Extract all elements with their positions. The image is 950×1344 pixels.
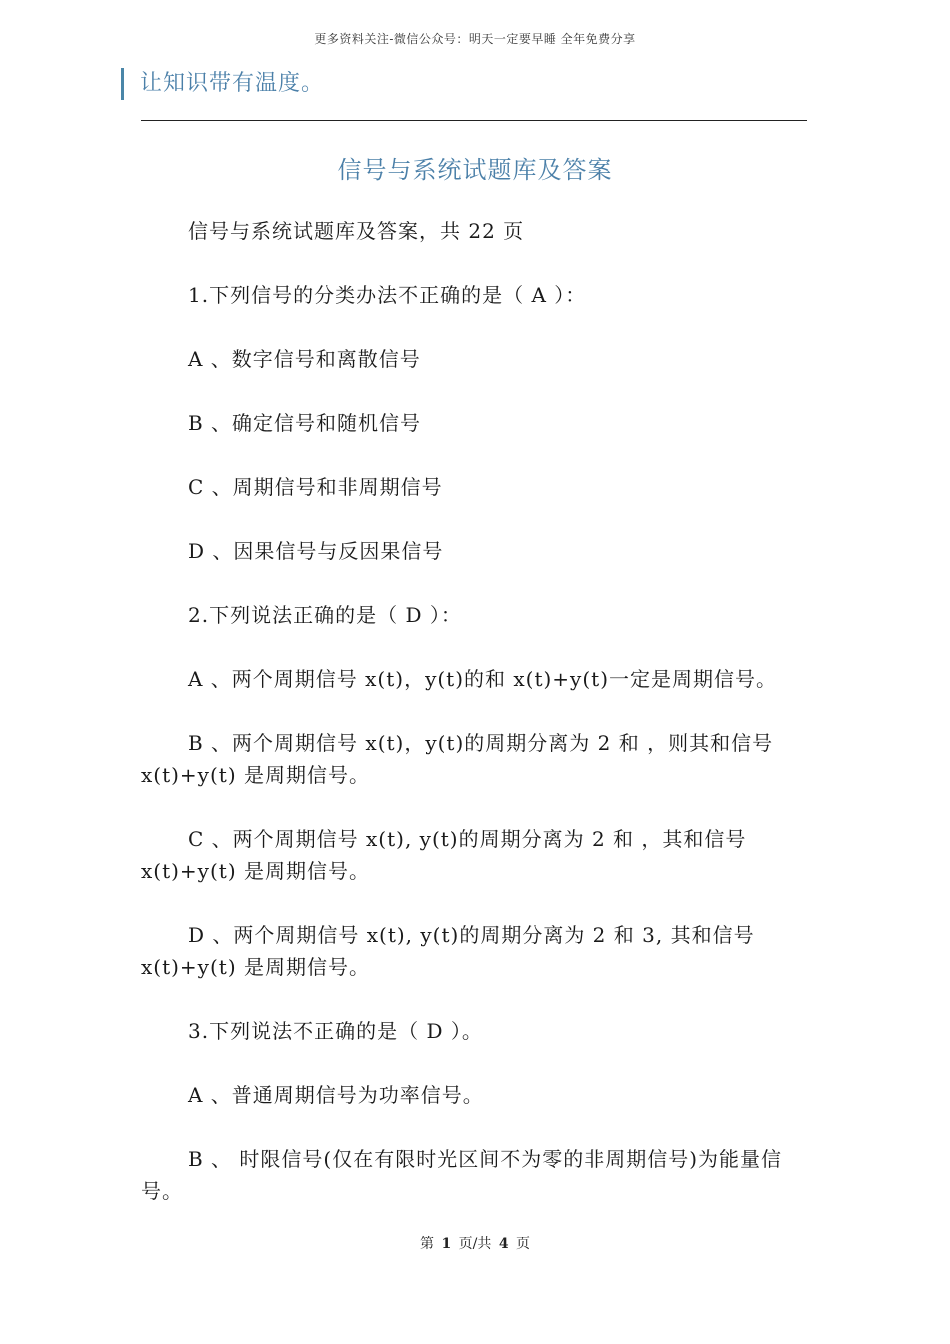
- document-body: [141, 215, 813, 1207]
- q1-option-b: B 、确定信号和随机信号: [188, 411, 422, 435]
- footer-suffix: 页: [516, 1236, 531, 1252]
- q3-option-b: B 、 时限信号(仅在有限时光区间不为零的非周期信号)为能量信号。: [141, 1147, 783, 1203]
- q2-option-b: B 、两个周期信号 x(t)，y(t)的周期分离为 2 和 ，则其和信号 x(t)+y(t) 是周期信号。: [141, 731, 774, 787]
- footer-middle: 页/共: [458, 1236, 492, 1252]
- total-page-count: 4: [498, 1236, 509, 1252]
- footer-prefix: 第: [419, 1236, 434, 1252]
- intro-paragraph: 信号与系统试题库及答案，共 22 页: [188, 219, 525, 243]
- question-3: 3.下列说法不正确的是（ D ）。: [188, 1019, 483, 1043]
- q1-option-d: D 、因果信号与反因果信号: [188, 539, 444, 563]
- q2-option-d: D 、两个周期信号 x(t), y(t)的周期分离为 2 和 3, 其和信号 x(t)+y(t) 是周期信号。: [141, 923, 755, 979]
- question-2: 2.下列说法正确的是（ D ）：: [188, 603, 462, 627]
- question-1: 1.下列信号的分类办法不正确的是（ A ）：: [188, 283, 587, 307]
- brand-slogan: 让知识带有温度。: [140, 71, 325, 96]
- page-footer: [0, 1233, 950, 1253]
- q3-option-a: A 、普通周期信号为功率信号。: [188, 1083, 484, 1107]
- q1-option-a: A 、数字信号和离散信号: [188, 347, 421, 371]
- document-title: 信号与系统试题库及答案: [337, 156, 613, 184]
- brand-accent-bar: [121, 68, 124, 100]
- header-divider: [141, 120, 807, 121]
- q2-option-c: C 、两个周期信号 x(t), y(t)的周期分离为 2 和 ，其和信号 x(t)+y(t) 是周期信号。: [141, 827, 747, 883]
- q1-option-c: C 、周期信号和非周期信号: [188, 475, 443, 499]
- top-note: 更多资料关注-微信公众号：明天一定要早睡 全年免费分享: [314, 32, 636, 46]
- current-page-number: 1: [441, 1236, 452, 1252]
- q2-option-a: A 、两个周期信号 x(t)，y(t)的和 x(t)+y(t)一定是周期信号。: [188, 667, 777, 691]
